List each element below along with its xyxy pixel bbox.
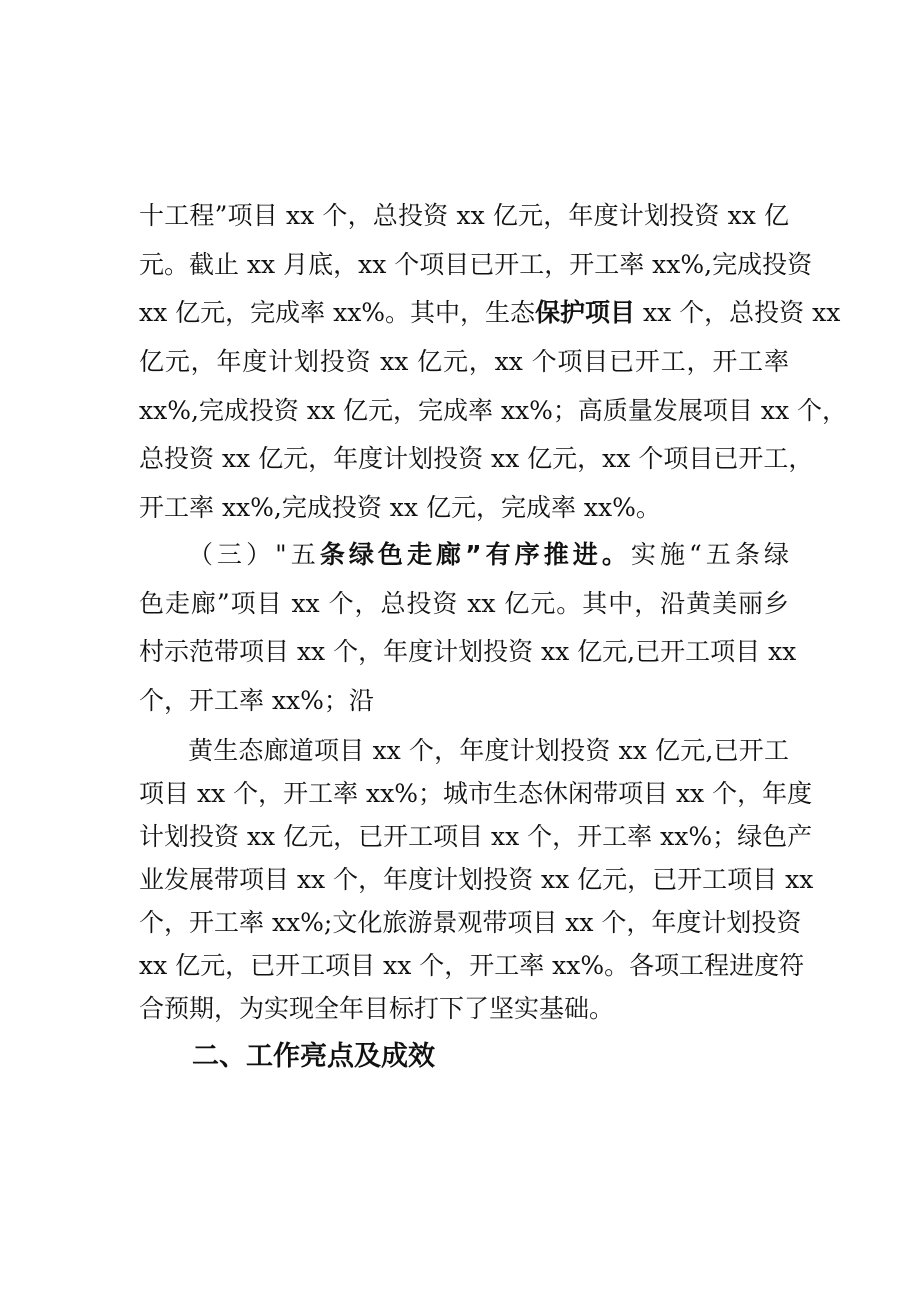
paragraph-2-line-4: 个，开工率 xx%；沿 [139, 686, 374, 715]
paragraph-1-line-3-text-a: xx 亿元，完成率 xx%。其中，生态 [139, 298, 536, 327]
paragraph-1-line-4: 亿元，年度计划投资 xx 亿元，xx 个项目已开工，开工率 [139, 347, 789, 376]
paragraph-3-line-1: 黄生态廊道项目 xx 个，年度计划投资 xx 亿元,已开工 [188, 736, 789, 765]
paragraph-3-line-2: 项目 xx 个，开工率 xx%；城市生态休闲带项目 xx 个，年度 [139, 779, 813, 808]
paragraph-1-line-6: 总投资 xx 亿元，年度计划投资 xx 亿元，xx 个项目已开工， [139, 444, 814, 473]
paragraph-2-line-2: 色走廊”项目 xx 个，总投资 xx 亿元。其中，沿黄美丽乡 [139, 589, 789, 618]
paragraph-2-line-1-text-a: （三）"五 [188, 540, 320, 569]
paragraph-3-line-5: 个，开工率 xx%;文化旅游景观带项目 xx 个，年度计划投资 [139, 908, 802, 937]
paragraph-1-line-3-text-b: xx 个，总投资 xx [635, 298, 841, 327]
paragraph-1-line-3-emphasis: 保护项目 [535, 298, 636, 327]
paragraph-3-line-7: 合预期，为实现全年目标打下了坚实基础。 [139, 994, 615, 1023]
paragraph-3-line-6: xx 亿元，已开工项目 xx 个，开工率 xx%。各项工程进度符 [139, 951, 805, 980]
paragraph-2-line-1 [188, 540, 789, 570]
paragraph-2-line-3: 村示范带项目 xx 个，年度计划投资 xx 亿元,已开工项目 xx [139, 637, 797, 666]
paragraph-1-line-1: 十工程”项目 xx 个，总投资 xx 亿元，年度计划投资 xx 亿 [139, 201, 789, 230]
paragraph-2-line-1-emphasis: 条绿色走廊”有序推进。 [319, 540, 631, 569]
paragraph-1-line-7: 开工率 xx%,完成投资 xx 亿元，完成率 xx%。 [139, 493, 661, 522]
paragraph-3-line-4: 业发展带项目 xx 个，年度计划投资 xx 亿元，已开工项目 xx [139, 865, 814, 894]
paragraph-3-line-3: 计划投资 xx 亿元，已开工项目 xx 个，开工率 xx%；绿色产 [139, 822, 813, 851]
paragraph-1-line-2: 元。截止 xx 月底，xx 个项目已开工，开工率 xx%,完成投资 [139, 250, 813, 279]
paragraph-1-line-5: xx%,完成投资 xx 亿元，完成率 xx%；高质量发展项目 xx 个， [139, 396, 847, 425]
paragraph-1-line-3 [139, 298, 841, 328]
section-heading: 二、工作亮点及成效 [192, 1041, 435, 1072]
paragraph-2-line-1-text-b: 实施“五条绿 [630, 540, 790, 569]
